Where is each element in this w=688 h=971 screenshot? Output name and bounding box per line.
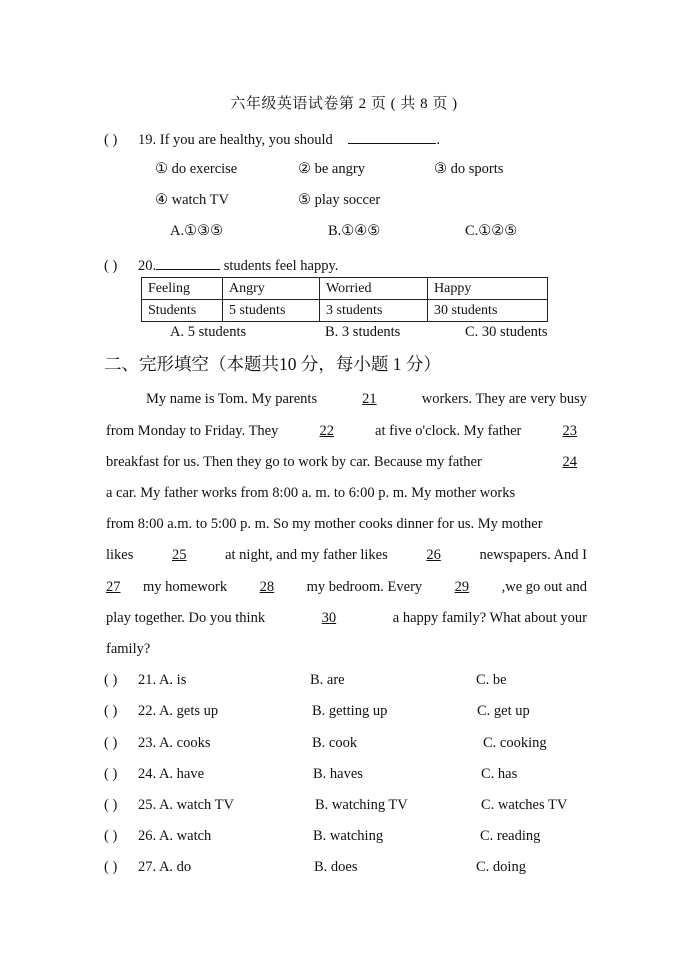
question-20-number: 20. — [138, 258, 157, 274]
question-25 — [104, 797, 234, 814]
question-24 — [104, 766, 204, 783]
answer-paren: ( ) — [104, 735, 118, 751]
blank-30: 30 — [321, 610, 337, 626]
passage-text: at night, and my father likes — [225, 547, 388, 563]
answer-blank — [348, 129, 436, 144]
choice-c: C. watches TV — [481, 797, 568, 813]
blank-24: 24 — [562, 454, 577, 470]
q20-choice-c: C. 30 students — [465, 324, 548, 340]
blank-23: 23 — [562, 423, 577, 439]
passage-text: My name is Tom. My parents — [146, 391, 318, 407]
page-title: 六年级英语试卷第 2 页 ( 共 8 页 ) — [230, 96, 458, 112]
choice-c: C. be — [476, 672, 507, 688]
choice-c: C. doing — [476, 859, 526, 875]
passage-text: my homework — [142, 579, 228, 595]
passage-text: workers. They are very busy — [421, 391, 587, 407]
table-cell: Feeling — [142, 278, 223, 300]
q19-option-4: ④ watch TV — [155, 192, 229, 208]
question-27 — [104, 859, 191, 876]
choice-a: 25. A. watch TV — [138, 797, 234, 813]
choice-a: 24. A. have — [138, 766, 205, 782]
passage-text: at five o'clock. My father — [375, 423, 522, 439]
question-19 — [104, 129, 440, 149]
choice-a: 26. A. watch — [138, 828, 212, 844]
passage-line — [106, 516, 587, 533]
choice-b: B. haves — [313, 766, 363, 782]
table-cell: 5 students — [223, 300, 320, 322]
choice-c: C. reading — [480, 828, 541, 844]
q19-option-5: ⑤ play soccer — [298, 192, 381, 208]
passage-text: newspapers. And I — [479, 547, 587, 563]
passage-text: breakfast for us. Then they go to work by car. Because my father — [106, 454, 482, 470]
table-cell: 3 students — [320, 300, 428, 322]
q19-choice-b: B.①④⑤ — [328, 223, 381, 239]
q19-option-3: ③ do sports — [434, 161, 504, 177]
passage-line — [106, 579, 587, 596]
question-19-period: . — [436, 132, 441, 148]
passage-line — [106, 547, 587, 564]
question-22 — [104, 703, 218, 720]
blank-28: 28 — [259, 579, 275, 595]
question-23 — [104, 735, 211, 752]
answer-paren: ( ) — [104, 258, 118, 274]
choice-b: B. cook — [312, 735, 358, 751]
passage-line — [106, 641, 587, 658]
choice-a: 27. A. do — [138, 859, 192, 875]
answer-paren: ( ) — [104, 672, 118, 688]
answer-paren: ( ) — [104, 766, 118, 782]
q20-choice-a: A. 5 students — [170, 324, 247, 340]
q19-option-2: ② be angry — [298, 161, 365, 177]
q20-choice-b: B. 3 students — [325, 324, 401, 340]
passage-text: a happy family? What about your — [392, 610, 587, 626]
choice-a: 21. A. is — [138, 672, 187, 688]
question-19-stem: 19. If you are healthy, you should — [138, 132, 333, 148]
blank-26: 26 — [426, 547, 441, 563]
table-cell: Worried — [320, 278, 428, 300]
table-cell: Students — [142, 300, 223, 322]
passage-line — [106, 485, 587, 502]
question-21 — [104, 672, 186, 689]
passage-line — [106, 423, 587, 440]
table-row — [142, 278, 548, 300]
choice-b: B. does — [314, 859, 358, 875]
question-20 — [104, 255, 338, 275]
table-cell: Angry — [223, 278, 320, 300]
section-heading: 二、完形填空（本题共10 分，每小题 1 分） — [104, 354, 441, 374]
choice-b: B. are — [310, 672, 345, 688]
feelings-table — [141, 277, 548, 322]
choice-b: B. getting up — [312, 703, 388, 719]
table-row — [142, 300, 548, 322]
choice-c: C. has — [481, 766, 518, 782]
choice-a: 23. A. cooks — [138, 735, 211, 751]
question-26 — [104, 828, 211, 845]
passage-text: from Monday to Friday. They — [106, 423, 279, 439]
answer-paren: ( ) — [104, 828, 118, 844]
passage-line — [146, 391, 587, 408]
passage-text: my bedroom. Every — [306, 579, 423, 595]
passage-text: a car. My father works from 8:00 a. m. to 6:00 p. m. My mother works — [106, 485, 516, 501]
answer-paren: ( ) — [104, 132, 118, 148]
choice-a: 22. A. gets up — [138, 703, 219, 719]
passage-text: from 8:00 a.m. to 5:00 p. m. So my mother cooks dinner for us. My mother — [106, 516, 543, 532]
passage-line — [106, 610, 587, 627]
answer-paren: ( ) — [104, 859, 118, 875]
blank-25: 25 — [171, 547, 187, 563]
q19-choice-a: A.①③⑤ — [170, 223, 224, 239]
choice-c: C. get up — [477, 703, 530, 719]
blank-29: 29 — [454, 579, 470, 595]
q19-choice-c: C.①②⑤ — [465, 223, 518, 239]
choice-b: B. watching — [313, 828, 384, 844]
passage-text: play together. Do you think — [106, 610, 266, 626]
table-cell: Happy — [428, 278, 548, 300]
blank-22: 22 — [319, 423, 334, 439]
blank-21: 21 — [362, 391, 377, 407]
passage-text: family? — [106, 641, 151, 657]
table-cell: 30 students — [428, 300, 548, 322]
answer-paren: ( ) — [104, 703, 118, 719]
q19-option-1: ① do exercise — [155, 161, 238, 177]
question-20-stem: students feel happy. — [220, 258, 339, 274]
choice-c: C. cooking — [483, 735, 547, 751]
blank-27: 27 — [106, 579, 121, 595]
answer-blank — [156, 255, 220, 270]
passage-text: ,we go out and — [501, 579, 587, 595]
answer-paren: ( ) — [104, 797, 118, 813]
choice-b: B. watching TV — [315, 797, 408, 813]
passage-text: likes — [106, 547, 134, 563]
passage-line — [106, 454, 587, 471]
